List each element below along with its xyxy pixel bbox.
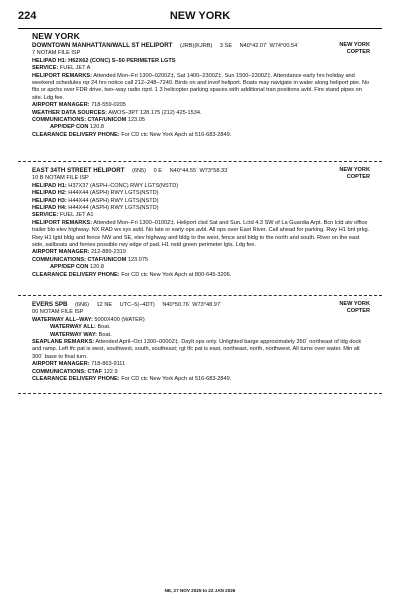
entry-distance: 0 E [153,168,163,174]
section-title: NEW YORK [32,31,80,41]
entry-notam-line: 00 NOTAM FILE ISP [32,309,84,316]
waterway-line: WATERWAY ALL–WAY: 5000X400 (WATER) [32,316,145,323]
clearance-line: CLEARANCE DELIVERY PHONE: For CD ctc New York Apch at 516-683-2849. [32,376,232,383]
entry-region: NEW YORK COPTER [339,301,370,314]
entry-title-line [32,301,370,309]
helipad-line: HELIPAD H1: H62X62 (CONC) S–50 PERIMETER LGTS [32,57,176,64]
entry-title-line [32,167,370,175]
manager-line: AIRPORT MANAGER: 718-559-0205 [32,102,126,109]
header-rule [18,28,382,29]
waterway-all-line: WATERWAY ALL: Boat. [50,324,111,331]
entry-distance: 3 SE [219,43,233,49]
entry-name: EVERS SPB [32,301,68,308]
entry-coords: N40°42.07´ W74°00.54´ [239,43,300,49]
entry-separator [18,393,382,394]
helipad-line: HELIPAD H3: H44X44 (ASPH) RWY LGTS(NSTD) [32,197,159,204]
entry-east-34th-street [32,167,370,279]
helipad-line: HELIPAD H1: H37X37 (ASPH–CONC) RWY LGTS(NSTD) [32,182,179,189]
manager-line: AIRPORT MANAGER: 212-889-2319 [32,249,126,256]
entry-title-line [32,42,370,50]
entry-region: NEW YORK COPTER [339,42,370,55]
clearance-line: CLEARANCE DELIVERY PHONE: For CD ctc New York Apch at 516-683-2849. [32,131,232,138]
remarks-block: SEAPLANE REMARKS: Attended April–Oct 1300–0000Z‡. Daylt ops only. Unlighted barge approximately 350´ northeast of ldg dock and ramp. Left tfc pat is west, southwest, south, southeast; rgt tfc pat is east, northeast, north, northwest. All turns over water. Min alt 300´ base to final turn. [32,339,362,360]
manager-line: AIRPORT MANAGER: 718-863-9111 [32,361,126,368]
comm-line: COMMUNICATIONS: CTAF/UNICOM 123.075 [32,256,149,263]
app-dep-line: APP/DEP CON 120.8 [50,264,105,271]
remarks-block: HELIPORT REMARKS: Attended Mon–Fri 1300–0100Z‡. Heliport clsd Sat and Sun. Lctd 4.3 SW of La Guardia Arpt. Bcn lctd atv office trailer blo elev highway. NX RAD wx sys avbl. No late or early ops avbl. All ops over East River. Call ahead for parking. Rwy H1 bnt prkg. Rwy H1 lgtd bldg and fence NW and SE, elev highway and bldg to the west, fence and bldg to the north and south. River on the east side, sailboats and ferries possible rwy edge of pad. H1 nstd green perimeter lgts. Ldg fee. [32,219,370,249]
entry-separator [18,295,382,296]
helipad-line: HELIPAD H4: H44X44 (ASPH) RWY LGTS(NSTD) [32,205,159,212]
entry-separator [18,161,382,162]
entry-notam-line: 10 B NOTAM FILE ISP [32,175,89,182]
remarks-block: HELIPORT REMARKS: Attended Mon–Fri 1300–0200Z‡, Sat 1400–2300Z‡, Sun 1500–2300Z‡. Attendance early hrs holiday and weekend schedules rqr 24 hrs notice call 212–248–7240. Birds on and invof heliport. Boats may navigate in water along heliport pier. No flts or apchs over FDR drive, two–way radio rqrd. 1 3 helicopter parking spaces with additional tran positions avbl. Fire stand pipes on site. Ldg fee. [32,72,370,101]
entry-id: (6N6) [74,302,89,308]
entry-evers-spb [32,301,370,383]
comm-line: COMMUNICATIONS: CTAF 122.9 [32,368,118,375]
entry-distance: 12 NE [96,302,113,308]
waterway-way-line: WATERWAY WAY: Boat. [50,331,112,338]
entry-name: EAST 34TH STREET HELIPORT [32,167,125,174]
entry-coords: N40°44.55´ W73°58.33´ [169,168,230,174]
comm-line: COMMUNICATIONS: CTAF/UNICOM 123.05 [32,117,145,124]
entry-notam-line: 7 NOTAM FILE ISP [32,50,81,57]
entry-id: (JRB)(KJRB) [180,43,213,49]
clearance-line: CLEARANCE DELIVERY PHONE: For CD ctc New York Apch at 800-645-3206. [32,271,232,278]
entry-downtown-manhattan [32,42,370,139]
page-number: 224 [18,10,37,22]
page-state-title: NEW YORK [169,10,231,22]
service-line: SERVICE: FUEL JET A1 [32,212,94,219]
weather-line: WEATHER DATA SOURCES: AWOS–3PT 128.175 (212) 425-1534. [32,109,202,116]
app-dep-line: APP/DEP CON 120.8 [50,124,105,131]
service-line: SERVICE: FUEL JET A [32,65,91,72]
entry-name: DOWNTOWN MANHATTAN/WALL ST HELIPORT [32,42,173,49]
entry-utc: UTC–5(–4DT) [119,302,155,308]
page-header [18,6,382,28]
helipad-line: HELIPAD H2: H44X44 (ASPH) RWY LGTS(NSTD) [32,190,159,197]
entry-region: NEW YORK COPTER [339,167,370,180]
entry-coords: N40°50.76´ W73°48.97´ [162,302,222,308]
entry-id: (6N5) [132,168,147,174]
page-footer: NE, 27 NOV 2025 to 22 JAN 2026 [164,588,236,593]
